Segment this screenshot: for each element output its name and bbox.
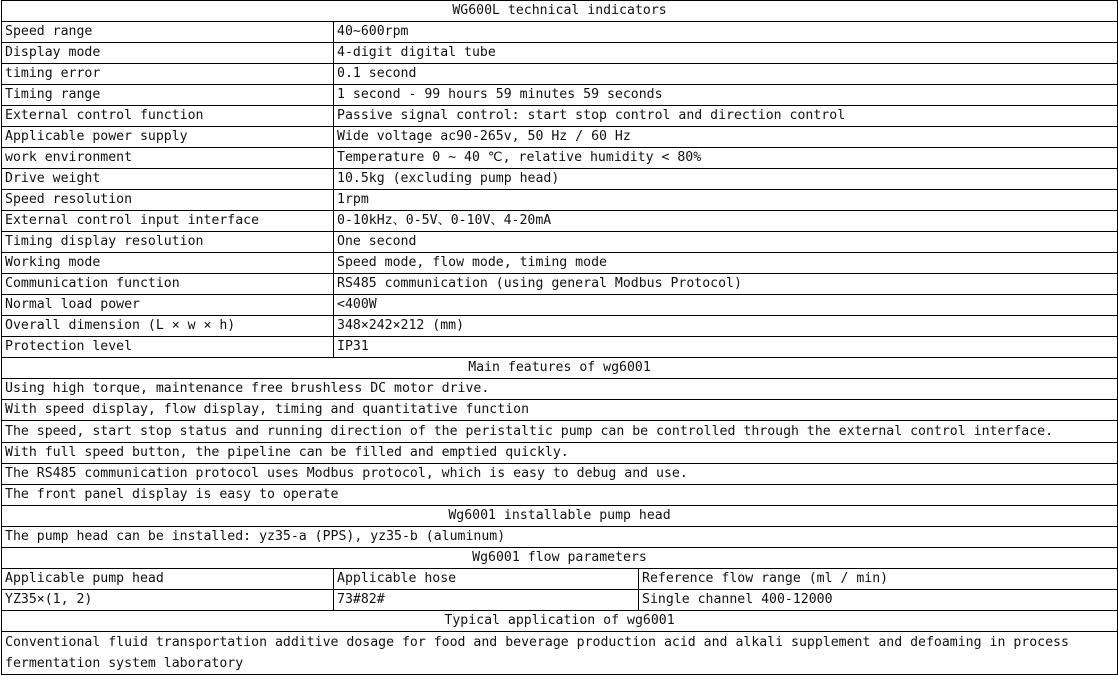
spec-row — [2, 232, 1118, 253]
section-header-row — [2, 1, 1118, 22]
feature-item: With speed display, flow display, timing and quantitative function — [2, 400, 1118, 421]
spec-value: <400W — [334, 295, 1118, 316]
feature-row — [2, 379, 1118, 400]
flow-data-cell: Single channel 400-12000 — [639, 590, 1118, 611]
section-title: Wg6001 flow parameters — [2, 548, 1118, 569]
section-title: Typical application of wg6001 — [2, 611, 1118, 632]
spec-value: 1rpm — [334, 190, 1118, 211]
spec-value: IP31 — [334, 337, 1118, 358]
spec-value: One second — [334, 232, 1118, 253]
flow-header-cell: Applicable pump head — [2, 569, 334, 590]
spec-label: Protection level — [2, 337, 334, 358]
spec-row — [2, 148, 1118, 169]
section-title: WG600L technical indicators — [2, 1, 1118, 22]
flow-data-cell: 73#82# — [334, 590, 639, 611]
section-title: Main features of wg6001 — [2, 358, 1118, 379]
spec-label: Normal load power — [2, 295, 334, 316]
spec-value: 40~600rpm — [334, 22, 1118, 43]
spec-row — [2, 316, 1118, 337]
pump-head-row — [2, 527, 1118, 548]
flow-data-cell: YZ35×(1, 2) — [2, 590, 334, 611]
spec-row — [2, 43, 1118, 64]
feature-item: The RS485 communication protocol uses Modbus protocol, which is easy to debug and use. — [2, 464, 1118, 485]
spec-value: Speed mode, flow mode, timing mode — [334, 253, 1118, 274]
spec-label: External control input interface — [2, 211, 334, 232]
spec-label: Applicable power supply — [2, 127, 334, 148]
spec-row — [2, 64, 1118, 85]
spec-row — [2, 22, 1118, 43]
feature-item: Using high torque, maintenance free brushless DC motor drive. — [2, 379, 1118, 400]
flow-header-row — [2, 569, 1118, 590]
feature-item: The front panel display is easy to operate — [2, 485, 1118, 506]
spec-label: Working mode — [2, 253, 334, 274]
spec-value: 348×242×212 (mm) — [334, 316, 1118, 337]
feature-row — [2, 485, 1118, 506]
feature-row — [2, 421, 1118, 443]
section-title: Wg6001 installable pump head — [2, 506, 1118, 527]
spec-value: Wide voltage ac90-265v, 50 Hz / 60 Hz — [334, 127, 1118, 148]
feature-item: With full speed button, the pipeline can be filled and emptied quickly. — [2, 443, 1118, 464]
section-header-row — [2, 611, 1118, 632]
section-header-row — [2, 506, 1118, 527]
spec-row — [2, 169, 1118, 190]
flow-data-row — [2, 590, 1118, 611]
pump-head-text: The pump head can be installed: yz35-a (PPS), yz35-b (aluminum) — [2, 527, 1118, 548]
spec-label: Speed range — [2, 22, 334, 43]
spec-row — [2, 106, 1118, 127]
feature-row — [2, 464, 1118, 485]
spec-label: Overall dimension (L × w × h) — [2, 316, 334, 337]
spec-row — [2, 337, 1118, 358]
spec-label: External control function — [2, 106, 334, 127]
section-header-row — [2, 548, 1118, 569]
spec-value: 4-digit digital tube — [334, 43, 1118, 64]
spec-value: 10.5kg (excluding pump head) — [334, 169, 1118, 190]
flow-header-cell: Applicable hose — [334, 569, 639, 590]
spec-label: Drive weight — [2, 169, 334, 190]
spec-row — [2, 190, 1118, 211]
spec-row — [2, 253, 1118, 274]
application-text: Conventional fluid transportation additive dosage for food and beverage production acid and alkali supplement and defoaming in process fermentation system laboratory — [2, 632, 1118, 675]
spec-row — [2, 127, 1118, 148]
spec-label: Display mode — [2, 43, 334, 64]
spec-value: Passive signal control: start stop control and direction control — [334, 106, 1118, 127]
spec-row — [2, 85, 1118, 106]
section-header-row — [2, 358, 1118, 379]
spec-value: 0-10kHz、0-5V、0-10V、4-20mA — [334, 211, 1118, 232]
spec-value: Temperature 0 ~ 40 ℃, relative humidity < 80% — [334, 148, 1118, 169]
spec-label: timing error — [2, 64, 334, 85]
spec-value: 1 second - 99 hours 59 minutes 59 seconds — [334, 85, 1118, 106]
spec-row — [2, 211, 1118, 232]
feature-row — [2, 443, 1118, 464]
feature-row — [2, 400, 1118, 421]
spec-label: Speed resolution — [2, 190, 334, 211]
feature-item: The speed, start stop status and running direction of the peristaltic pump can be controlled through the external control interface. — [2, 421, 1118, 443]
flow-header-cell: Reference flow range (ml / min) — [639, 569, 1118, 590]
spec-label: work environment — [2, 148, 334, 169]
spec-row — [2, 274, 1118, 295]
spec-label: Communication function — [2, 274, 334, 295]
spec-label: Timing display resolution — [2, 232, 334, 253]
application-row — [2, 632, 1118, 675]
technical-indicators-table — [1, 0, 1118, 675]
spec-label: Timing range — [2, 85, 334, 106]
spec-value: 0.1 second — [334, 64, 1118, 85]
spec-row — [2, 295, 1118, 316]
spec-value: RS485 communication (using general Modbus Protocol) — [334, 274, 1118, 295]
